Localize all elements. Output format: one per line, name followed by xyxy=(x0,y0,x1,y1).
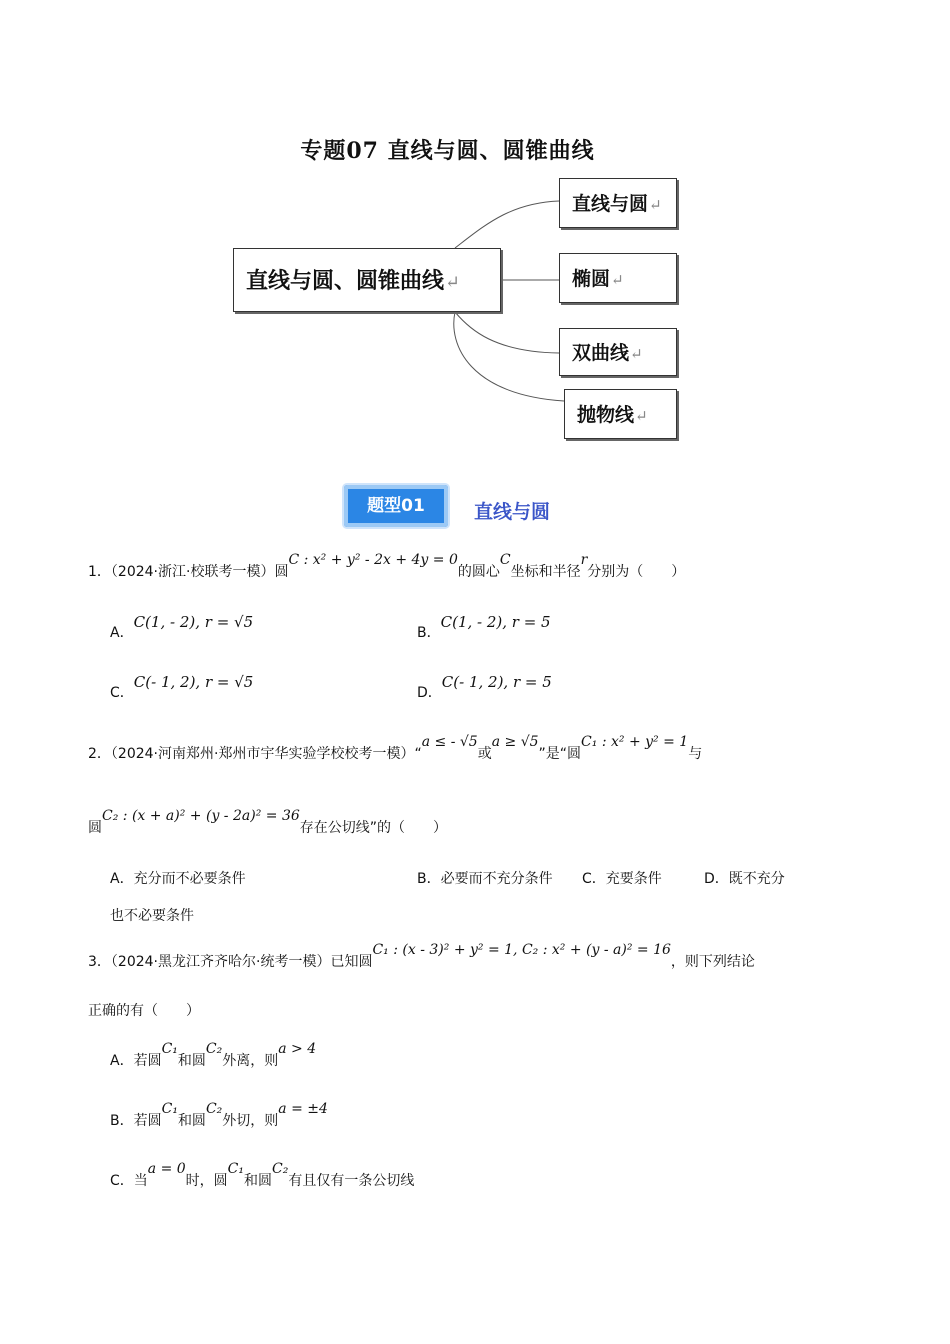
mindmap-node-ellipse: 椭圆↵ xyxy=(559,253,677,303)
q3-option-b[interactable]: B．若圆C₁和圆C₂外切，则a = ±4 xyxy=(110,1101,328,1129)
q3-option-a[interactable]: A．若圆C₁和圆C₂外离，则a > 4 xyxy=(110,1041,317,1069)
q2-option-b[interactable]: B．必要而不充分条件 xyxy=(417,871,553,887)
q1-option-d[interactable]: D．C(- 1, 2), r = 5 xyxy=(417,673,552,701)
question-2-line2: 圆C₂ : (x + a)² + (y - 2a)² = 36存在公切线”的（ ） xyxy=(88,808,448,836)
math-circle-equation: C : x² + y² - 2x + 4y = 0 xyxy=(288,552,458,568)
question-3-line2: 正确的有（ ） xyxy=(88,1003,200,1019)
section-badge: 题型01 xyxy=(344,485,448,527)
q1-option-b[interactable]: B．C(1, - 2), r = 5 xyxy=(417,613,551,641)
q3-option-c[interactable]: C．当a = 0时，圆C₁和圆C₂有且仅有一条公切线 xyxy=(110,1161,415,1189)
connector-1 xyxy=(455,201,559,248)
q2-option-d[interactable]: D．既不充分 xyxy=(704,871,785,887)
q1-option-c[interactable]: C．C(- 1, 2), r = √5 xyxy=(110,673,254,701)
section-name: 直线与圆 xyxy=(474,501,551,523)
page-title: 专题07 直线与圆、圆锥曲线 xyxy=(300,138,595,164)
question-2: 2．（2024·河南郑州·郑州市宇华实验学校校考一模）“a ≤ - √5或a ≥ √5”是“圆C₁ : x² + y² = 1与 xyxy=(88,734,703,762)
connector-4 xyxy=(454,312,564,401)
q2-option-c[interactable]: C．充要条件 xyxy=(582,871,662,887)
mindmap-node-line-circle: 直线与圆↵ xyxy=(559,178,677,228)
connector-3 xyxy=(455,312,559,353)
mindmap-node-parabola: 抛物线↵ xyxy=(564,389,677,439)
mindmap-connectors xyxy=(0,0,950,460)
mindmap-root: 直线与圆、圆锥曲线↵ xyxy=(233,248,501,312)
mindmap-root-label: 直线与圆、圆锥曲线 xyxy=(246,268,445,294)
q2-option-d-wrap: 也不必要条件 xyxy=(110,908,194,924)
mindmap-node-hyperbola: 双曲线↵ xyxy=(559,328,677,376)
q1-option-a[interactable]: A．C(1, - 2), r = √5 xyxy=(110,613,254,641)
question-1: 1．（2024·浙江·校联考一模）圆C : x² + y² - 2x + 4y = 0的圆心C坐标和半径r分别为（ ） xyxy=(88,552,686,580)
question-3: 3．（2024·黑龙江齐齐哈尔·统考一模）已知圆C₁ : (x - 3)² + y² = 1, C₂ : x² + (y - a)² = 16，则下列结论 xyxy=(88,942,755,970)
q2-option-a[interactable]: A．充分而不必要条件 xyxy=(110,871,246,887)
